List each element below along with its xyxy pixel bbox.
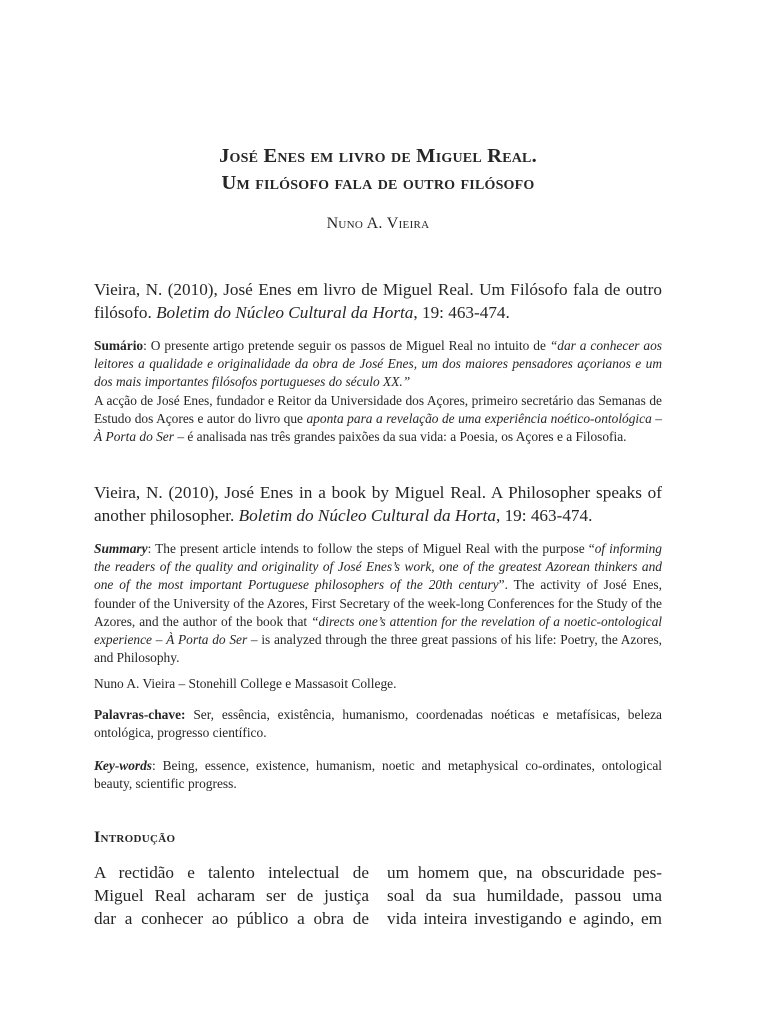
- summary-en-body: The activity of José Enes, founder of the University of the Azores, First Secretary of the week-long Conferences for the Study of the Azores, and the author of the book that: [94, 577, 662, 629]
- citation-portuguese: [94, 278, 662, 324]
- summary-en-quote-end: ”.: [498, 577, 508, 593]
- summary-pt-label: Sumário: [94, 338, 144, 353]
- summary-english: [94, 540, 662, 667]
- intro-column-right: [387, 861, 662, 930]
- summary-pt-body-italic: aponta para a revelação de uma experiência noético-ontológica – À Porta do Ser: [94, 410, 662, 445]
- summary-pt-body-tail: – é analisada nas três grandes paixões da sua vida: a Poesia, os Açores e a Filosofia.: [173, 429, 627, 445]
- intro-left-line: Miguel Real acharam ser de justiça: [94, 886, 369, 905]
- intro-right-line: soal da sua humildade, passou uma: [387, 886, 662, 905]
- intro-left-line: A rectidão e talento intelectual de: [94, 863, 369, 882]
- article-title: [94, 143, 662, 197]
- citation-en-tail: , 19: 463-474.: [495, 506, 593, 525]
- citation-en-text: Vieira, N. (2010), José Enes in a book by Miguel Real. A Philosopher speaks of another philosopher.: [94, 483, 662, 525]
- summary-en-label: Summary: [94, 541, 148, 556]
- summary-pt-lead: : O presente artigo pretende seguir os passos de Miguel Real no intuito de: [143, 338, 550, 353]
- section-heading-introduction: Introdução: [94, 829, 176, 846]
- summary-portuguese: [94, 337, 662, 446]
- keywords-en-text: : Being, essence, existence, humanism, noetic and metaphysical co-ordinates, ontological beauty, scientific progress.: [94, 758, 662, 792]
- intro-left-line: dar a conhecer ao público a obra de: [94, 909, 369, 928]
- summary-en-lead: : The present article intends to follow the steps of Miguel Real with the purpose “: [147, 541, 595, 556]
- author-name: Nuno A. Vieira: [326, 215, 430, 232]
- citation-en-journal: Boletim do Núcleo Cultural da Horta: [238, 506, 496, 525]
- keywords-portuguese: [94, 706, 662, 742]
- citation-english: [94, 481, 662, 527]
- summary-en-body-italic: “directs one’s attention for the revelation of a noetic-ontological experience – À Porta do Ser: [94, 613, 663, 648]
- title-line-1: José Enes em livro de Miguel Real.: [219, 145, 537, 167]
- keywords-english: [94, 757, 662, 793]
- citation-pt-journal: Boletim do Núcleo Cultural da Horta: [156, 303, 414, 322]
- summary-pt-body: A acção de José Enes, fundador e Reitor da Universidade dos Açores, primeiro secretário das Semanas de Estudo dos Açores e autor do livro que: [94, 392, 662, 426]
- summary-en-body-tail: – is analyzed through the three great passions of his life: Poetry, the Azores, and Philosophy.: [94, 632, 663, 666]
- intro-right-line: um homem que, na obscuridade pes-: [387, 863, 662, 882]
- intro-right-line: vida inteira investigando e agindo, em: [387, 909, 662, 928]
- intro-column-left: [94, 861, 369, 930]
- keywords-pt-text: Ser, essência, existência, humanismo, coordenadas noéticas e metafísicas, beleza ontológica, progresso científico.: [94, 707, 662, 741]
- keywords-pt-label: Palavras-chave:: [94, 707, 186, 722]
- summary-en-quote: of informing the readers of the quality and originality of José Enes’s work, one of the greatest Azorean thinkers and one of the most important Portuguese philosophers of the 20th century: [94, 541, 662, 593]
- author-affiliation: Nuno A. Vieira – Stonehill College e Massasoit College.: [94, 676, 397, 691]
- citation-pt-text: Vieira, N. (2010), José Enes em livro de Miguel Real. Um Filósofo fala de outro filósofo.: [94, 280, 662, 322]
- title-line-2: Um filósofo fala de outro filósofo: [221, 172, 535, 194]
- summary-pt-quote: “dar a conhecer aos leitores a qualidade e originalidade da obra de José Enes, um dos maiores pensadores açorianos e um dos mais importantes filósofos portugueses do século XX.”: [94, 338, 662, 390]
- citation-pt-tail: , 19: 463-474.: [413, 303, 510, 322]
- keywords-en-label: Key-words: [94, 758, 153, 773]
